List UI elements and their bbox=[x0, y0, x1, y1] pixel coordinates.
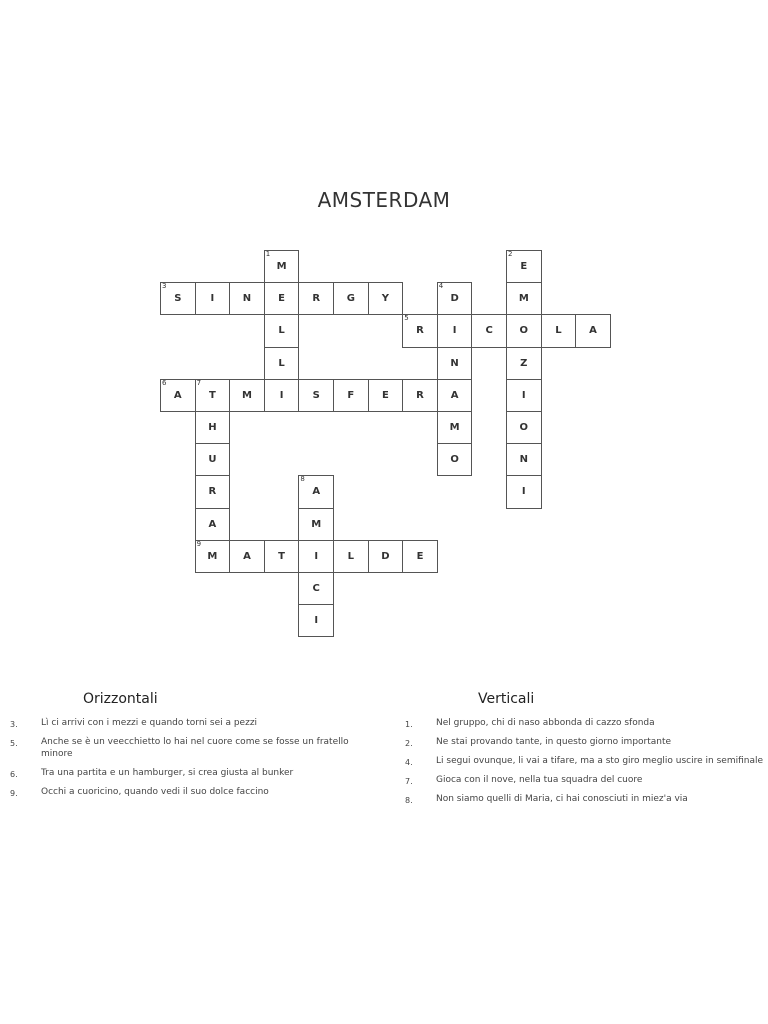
clue-text: Nel gruppo, chi di naso abbonda di cazzo sfonda bbox=[436, 718, 655, 728]
cell-letter: C bbox=[312, 583, 320, 595]
clue-number: 5. bbox=[10, 739, 18, 748]
cell-letter: R bbox=[416, 389, 424, 401]
across-clue bbox=[10, 767, 360, 779]
clue-text: Ne stai provando tante, in questo giorno importante bbox=[436, 737, 672, 747]
cell-letter: F bbox=[347, 389, 355, 401]
cell-letter: L bbox=[555, 325, 562, 337]
cell-letter: L bbox=[278, 325, 285, 337]
grid-cell[interactable] bbox=[264, 314, 300, 347]
down-clue bbox=[405, 793, 763, 805]
cell-letter: O bbox=[519, 422, 529, 434]
cell-letter: I bbox=[521, 486, 526, 498]
cell-letter: I bbox=[279, 389, 284, 401]
grid-cell[interactable] bbox=[437, 282, 473, 315]
cell-letter: Y bbox=[381, 293, 390, 305]
cell-letter: H bbox=[208, 422, 217, 434]
clue-text: Lì ci arrivi con i mezzi e quando torni sei a pezzi bbox=[41, 718, 258, 728]
clue-text: Li segui ovunque, li vai a tifare, ma a sto giro meglio uscire in semifinale bbox=[436, 756, 764, 766]
grid-cell[interactable] bbox=[368, 540, 404, 573]
clue-text: Anche se è un veecchietto lo hai nel cuore come se fosse un fratello minore bbox=[41, 737, 349, 759]
down-clue bbox=[405, 774, 763, 786]
grid-cell[interactable] bbox=[333, 379, 369, 412]
grid-cell[interactable] bbox=[298, 475, 334, 508]
cell-letter: T bbox=[208, 389, 216, 401]
cell-letter: D bbox=[450, 293, 459, 305]
cell-letter: E bbox=[416, 550, 424, 562]
cell-letter: G bbox=[346, 293, 355, 305]
grid-cell[interactable] bbox=[506, 314, 542, 347]
cell-letter: I bbox=[314, 550, 319, 562]
down-clue bbox=[405, 755, 763, 767]
cell-letter: I bbox=[314, 615, 319, 627]
clue-number: 2. bbox=[405, 739, 413, 748]
clue-text: Occhi a cuoricino, quando vedi il suo dolce faccino bbox=[41, 787, 269, 797]
cell-letter: N bbox=[450, 357, 459, 369]
grid-cell[interactable] bbox=[506, 443, 542, 476]
across-heading: Orizzontali bbox=[83, 691, 158, 707]
clue-number: 8. bbox=[405, 796, 413, 805]
cell-letter: E bbox=[381, 389, 389, 401]
cell-letter: A bbox=[208, 518, 217, 530]
cell-number: 5 bbox=[404, 314, 409, 323]
grid-cell[interactable] bbox=[195, 508, 231, 541]
cell-letter: T bbox=[278, 550, 285, 562]
grid-cell[interactable] bbox=[298, 508, 334, 541]
cell-letter: M bbox=[276, 261, 287, 273]
grid-cell[interactable] bbox=[437, 411, 473, 444]
cell-letter: A bbox=[173, 389, 182, 401]
clue-text: Gioca con il nove, nella tua squadra del cuore bbox=[436, 775, 643, 785]
grid-cell[interactable] bbox=[298, 604, 334, 637]
grid-cell[interactable] bbox=[298, 572, 334, 605]
grid-cell[interactable] bbox=[264, 540, 300, 573]
cell-letter: S bbox=[312, 389, 320, 401]
clue-number: 9. bbox=[10, 789, 18, 798]
cell-letter: M bbox=[242, 389, 252, 401]
cell-letter: R bbox=[208, 486, 217, 498]
cell-letter: R bbox=[312, 293, 321, 305]
clue-text: Non siamo quelli di Maria, ci hai conosciuti in miez'a via bbox=[436, 794, 688, 804]
grid-cell[interactable] bbox=[195, 411, 231, 444]
grid-cell[interactable] bbox=[298, 282, 334, 315]
cell-number: 4 bbox=[438, 282, 444, 291]
cell-letter: D bbox=[381, 550, 390, 562]
grid-cell[interactable] bbox=[437, 347, 473, 380]
clue-number: 7. bbox=[405, 777, 413, 786]
cell-number: 6 bbox=[162, 378, 167, 387]
grid-cell[interactable] bbox=[437, 443, 473, 476]
cell-letter: E bbox=[520, 261, 528, 273]
cell-letter: M bbox=[207, 550, 218, 562]
clue-number: 6. bbox=[10, 770, 18, 779]
across-clue bbox=[10, 786, 360, 798]
cell-letter: I bbox=[521, 389, 526, 401]
clue-number: 1. bbox=[405, 720, 413, 729]
grid-cell[interactable] bbox=[160, 379, 196, 412]
grid-cell[interactable] bbox=[575, 314, 611, 347]
cell-letter: N bbox=[519, 454, 528, 466]
grid-cell[interactable] bbox=[264, 379, 300, 412]
across-clue bbox=[10, 717, 360, 729]
cell-number: 1 bbox=[265, 250, 271, 258]
grid-cell[interactable] bbox=[229, 540, 265, 573]
grid-cell[interactable] bbox=[506, 282, 542, 315]
grid-cell[interactable] bbox=[195, 282, 231, 315]
grid-cell[interactable] bbox=[264, 347, 300, 380]
cell-number: 9 bbox=[196, 539, 202, 548]
cell-letter: I bbox=[210, 293, 215, 305]
cell-number: 3 bbox=[162, 282, 167, 291]
grid-cell[interactable] bbox=[298, 379, 334, 412]
grid-cell[interactable] bbox=[437, 314, 473, 347]
cell-letter: I bbox=[452, 325, 457, 337]
grid-cell[interactable] bbox=[506, 475, 542, 508]
down-clue bbox=[405, 736, 763, 748]
grid-cell[interactable] bbox=[195, 475, 231, 508]
grid-cell[interactable] bbox=[229, 379, 265, 412]
grid-cell[interactable] bbox=[333, 540, 369, 573]
cell-letter: E bbox=[278, 293, 286, 305]
clue-number: 4. bbox=[405, 758, 413, 767]
grid-cell[interactable] bbox=[402, 314, 438, 347]
grid-cell[interactable] bbox=[541, 314, 577, 347]
down-heading: Verticali bbox=[478, 691, 535, 707]
across-clue bbox=[10, 736, 360, 760]
cell-letter: L bbox=[347, 550, 354, 562]
grid-cell[interactable] bbox=[368, 282, 404, 315]
grid-cell[interactable] bbox=[506, 411, 542, 444]
cell-letter: A bbox=[312, 486, 321, 498]
grid-cell[interactable] bbox=[333, 282, 369, 315]
grid-cell[interactable] bbox=[195, 379, 231, 412]
grid-cell[interactable] bbox=[437, 379, 473, 412]
cell-letter: O bbox=[450, 454, 459, 466]
cell-letter: N bbox=[242, 293, 252, 305]
clue-text: Tra una partita e un hamburger, si crea giusta al bunker bbox=[41, 768, 294, 778]
cell-number: 7 bbox=[196, 378, 202, 387]
cell-letter: O bbox=[519, 325, 529, 337]
cell-letter: U bbox=[208, 454, 217, 466]
grid-cell[interactable] bbox=[298, 540, 334, 573]
grid-cell[interactable] bbox=[402, 379, 438, 412]
cell-letter: A bbox=[243, 550, 251, 562]
cell-number: 2 bbox=[508, 250, 513, 258]
cell-letter: R bbox=[416, 325, 424, 337]
grid-cell[interactable] bbox=[264, 250, 300, 283]
cell-letter: M bbox=[518, 293, 529, 305]
cell-letter: L bbox=[278, 357, 285, 369]
clue-number: 3. bbox=[10, 720, 18, 729]
grid-cell[interactable] bbox=[264, 282, 300, 315]
cell-letter: M bbox=[449, 422, 460, 434]
cell-letter: A bbox=[450, 389, 459, 401]
grid-cell[interactable] bbox=[195, 443, 231, 476]
grid-cell[interactable] bbox=[160, 282, 196, 315]
grid-cell[interactable] bbox=[195, 540, 231, 573]
puzzle-title: AMSTERDAM bbox=[317, 188, 451, 212]
grid-cell[interactable] bbox=[506, 347, 542, 380]
grid-cell[interactable] bbox=[229, 282, 265, 315]
grid-cell[interactable] bbox=[506, 250, 542, 283]
cell-letter: S bbox=[174, 293, 182, 305]
grid-cell[interactable] bbox=[368, 379, 404, 412]
down-clue bbox=[405, 717, 763, 729]
cell-number: 8 bbox=[300, 475, 305, 484]
grid-cell[interactable] bbox=[506, 379, 542, 412]
cell-letter: Z bbox=[520, 357, 528, 369]
cell-letter: C bbox=[485, 325, 493, 337]
down-clue-list bbox=[405, 717, 763, 812]
grid-cell[interactable] bbox=[402, 540, 438, 573]
cell-letter: M bbox=[311, 518, 322, 530]
cell-letter: A bbox=[589, 325, 597, 337]
across-clue-list bbox=[10, 717, 360, 805]
grid-cell[interactable] bbox=[471, 314, 507, 347]
